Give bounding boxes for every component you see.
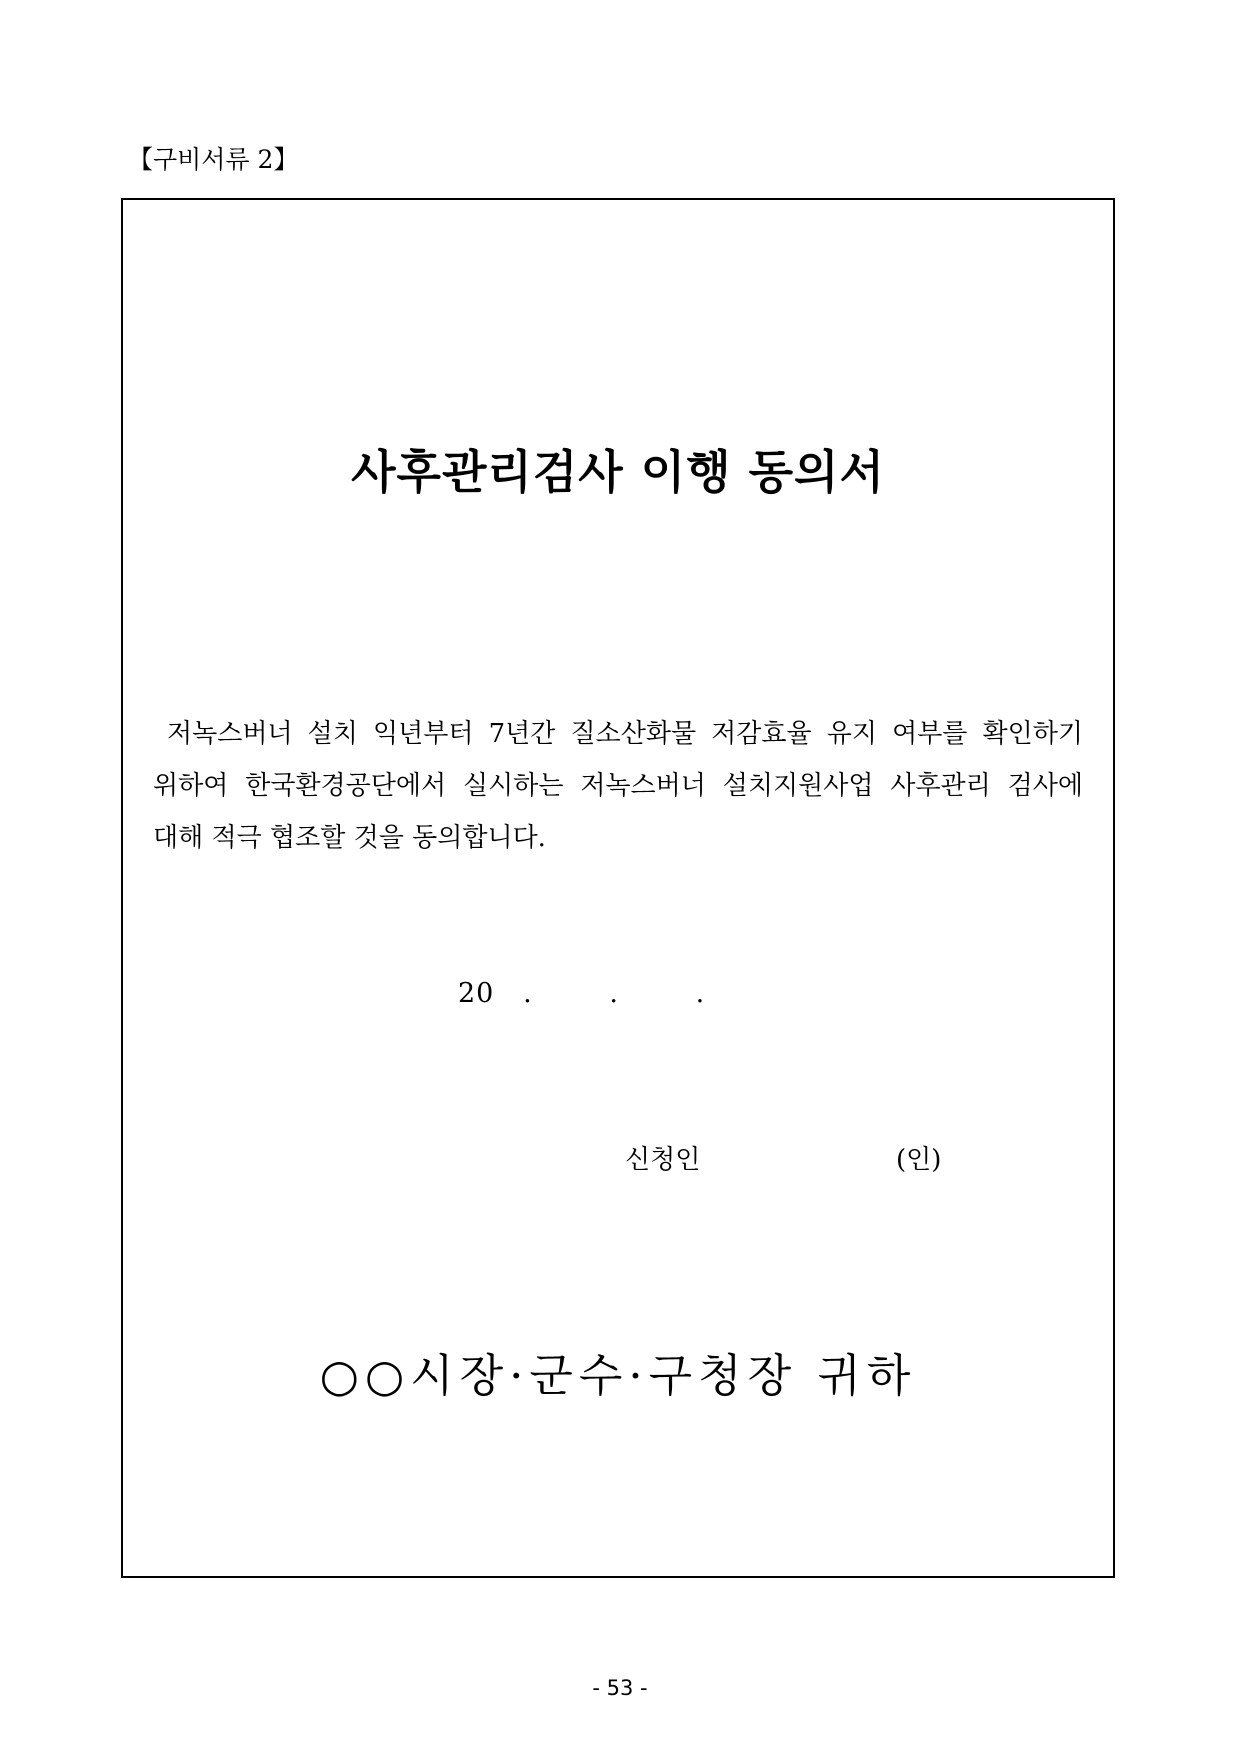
consent-form-frame bbox=[121, 198, 1115, 1578]
seal-mark: (인) bbox=[896, 1145, 942, 1175]
consent-statement: 저녹스버너 설치 익년부터 7년간 질소산화물 저감효율 유지 여부를 확인하기 위하여 한국환경공단에서 실시하는 저녹스버너 설치지원사업 사후관리 검사에 대해 적극 협조할 것을 동의합니다. bbox=[153, 719, 1083, 853]
attachment-label: 【구비서류 2】 bbox=[128, 145, 299, 174]
page-number: - 53 - bbox=[592, 1676, 648, 1700]
applicant-label: 신청인 bbox=[625, 1145, 701, 1175]
form-title: 사후관리검사 이행 동의서 bbox=[351, 445, 885, 499]
date-line: 20 . . . bbox=[458, 978, 706, 1009]
recipient-line: ○○시장·군수·구청장 귀하 bbox=[319, 1349, 917, 1402]
